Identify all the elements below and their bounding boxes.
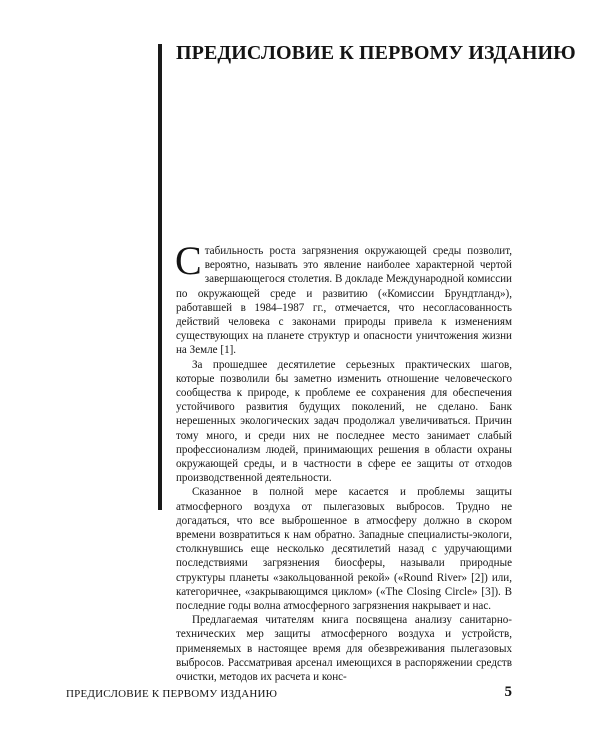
paragraph-1 [175, 238, 512, 358]
paragraph-3: Сказанное в полной мере касается и проблемы защиты атмосферного воздуха от пылегазовых выбросов. Трудно не догадаться, что все выброшенное в атмосферу должно в скором времени возвратиться к нам обратно. Западные специалисты-экологи, столкнувшись еще несколько десятилетий назад с удручающими последствиями загрязнения биосферы, называли природные структуры планеты «закольцованной рекой» («Round River» [2]) или, категоричнее, «закрывающимся циклом» («The Closing Circle» [3]). В последние годы волна атмосферного загрязнения накрывает и нас. [176, 486, 512, 613]
drop-cap: С [175, 238, 202, 283]
running-footer-title: ПРЕДИСЛОВИЕ К ПЕРВОМУ ИЗДАНИЮ [66, 688, 278, 700]
body-text [175, 238, 512, 684]
chapter-title: ПРЕДИСЛОВИЕ К ПЕРВОМУ ИЗДАНИЮ [176, 42, 576, 64]
paragraph-1-text: табильность роста загрязнения окружающей среды позволит, вероятно, называть это явление наиболее характерной чертой завершающегося столетия. В докладе Международной комиссии по окружающей среде и развитию («Комиссии Брундтланд»), работавшей в 1984–1987 гг., отмечается, что несогласованность действий человека с законами природы привела к изменениям существующих на планете структур и опасности уничтожения жизни на Земле [1]. [176, 245, 512, 357]
page-number: 5 [504, 684, 512, 700]
paragraph-4: Предлагаемая читателям книга посвящена анализу санитарно-технических мер защиты атмосферного воздуха и устройств, применяемых в настоящее время для обезвреживания пылегазовых выбросов. Рассматривая арсенал имеющихся в распоряжении средств очистки, методов их расчета и конс- [176, 614, 512, 684]
vertical-rule [158, 44, 162, 510]
paragraph-2: За прошедшее десятилетие серьезных практических шагов, которые позволили бы заметно изменить отношение человеческого сообщества к природе, к проблеме ее сохранения для обеспечения устойчивого развития будущих поколений, не сделано. Банк нерешенных экологических задач продолжал увеличиваться. Причин тому много, и среди них не последнее место занимает слабый профессионализм людей, принимающих решения в области охраны окружающей среды, и в частности в сфере ее защиты от отходов производственной деятельности. [176, 358, 512, 485]
